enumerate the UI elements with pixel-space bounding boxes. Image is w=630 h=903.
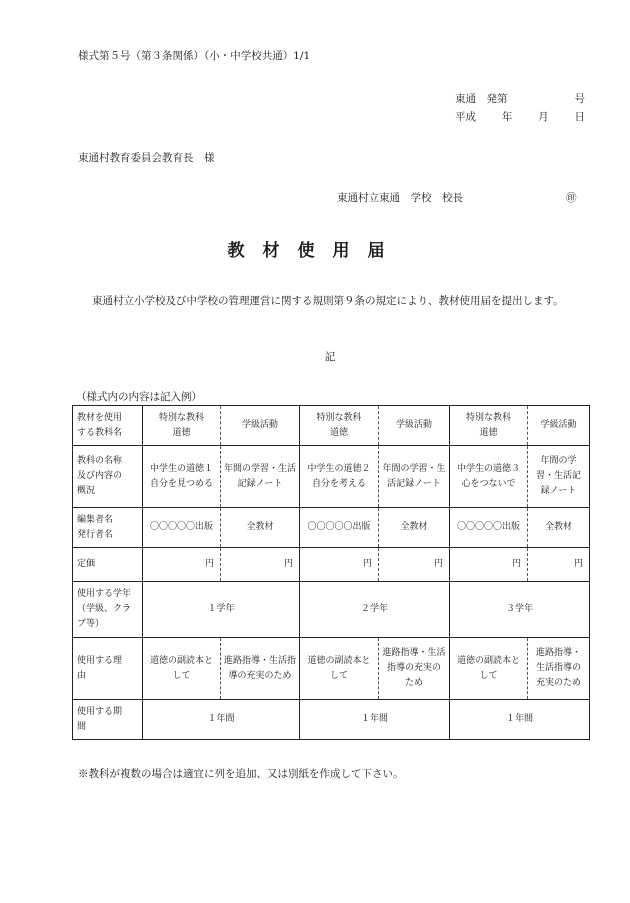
price-cell: 円 [221, 548, 300, 582]
label-price: 定価 [73, 548, 143, 582]
label-grade: 使用する学年 （学級、クラ ブ等） [73, 582, 143, 638]
row-editor [73, 508, 590, 548]
date-line [455, 109, 585, 124]
reason-cell: 道徳の副読本と して [143, 638, 221, 700]
subject-cell: 学級活動 [379, 406, 450, 446]
grade-cell: ３学年 [450, 582, 590, 638]
material-usage-table [72, 405, 590, 740]
label-subject: 教材を使用 する教科名 [73, 406, 143, 446]
row-price [73, 548, 590, 582]
row-period [73, 700, 590, 740]
subject-cell: 特別な教科 道徳 [450, 406, 528, 446]
material-cell: 中学生の道徳３ 心をつないで [450, 446, 528, 508]
date-year: 年 [501, 111, 513, 123]
price-cell: 円 [143, 548, 221, 582]
row-grade [73, 582, 590, 638]
seal-mark: ㊞ [566, 192, 577, 204]
subject-cell: 学級活動 [221, 406, 300, 446]
material-cell: 年間の学 習・生活記 録ノート [528, 446, 590, 508]
grade-cell: ２学年 [300, 582, 450, 638]
form-number: 様式第５号（第３条関係）（小・中学校共通）1/1 [78, 50, 311, 62]
label-material: 教科の名称 及び内容の 概況 [73, 446, 143, 508]
period-cell: １年間 [143, 700, 300, 740]
price-cell: 円 [450, 548, 528, 582]
sender: 東通村立東通 学校 校長 [337, 192, 463, 204]
subject-cell: 特別な教科 道徳 [143, 406, 221, 446]
period-cell: １年間 [450, 700, 590, 740]
price-cell: 円 [379, 548, 450, 582]
date-day: 日 [574, 111, 585, 123]
ki-mark: 記 [324, 351, 336, 363]
document-title: 教材使用届 [227, 241, 403, 261]
subject-cell: 学級活動 [528, 406, 590, 446]
row-subject [73, 406, 590, 446]
date-month: 月 [538, 111, 549, 123]
period-cell: １年間 [300, 700, 450, 740]
material-cell: 年間の学習・生 活記録ノート [379, 446, 450, 508]
editor-cell: 全教材 [379, 508, 450, 548]
editor-cell: 〇〇〇〇〇出版 [450, 508, 528, 548]
material-cell: 年間の学習・生活 記録ノート [221, 446, 300, 508]
reason-cell: 道徳の副読本と して [300, 638, 379, 700]
footer-note: ※教科が複数の場合は適宜に列を追加、又は別紙を作成して下さい。 [78, 768, 404, 780]
editor-cell: 全教材 [221, 508, 300, 548]
material-cell: 中学生の道徳１ 自分を見つめる [143, 446, 221, 508]
reason-cell: 道徳の副読本と して [450, 638, 528, 700]
table-note: （様式内の内容は記入例） [76, 391, 202, 403]
document-number-line [455, 91, 585, 106]
label-editor: 編集者名 発行者名 [73, 508, 143, 548]
subject-cell: 特別な教科 道徳 [300, 406, 379, 446]
addressee: 東通村教育委員会教育長 様 [78, 152, 215, 164]
reason-cell: 進路指導・生活 指導の充実の ため [379, 638, 450, 700]
label-reason: 使用する理 由 [73, 638, 143, 700]
price-cell: 円 [300, 548, 379, 582]
reason-cell: 進路指導・ 生活指導の 充実のため [528, 638, 590, 700]
editor-cell: 〇〇〇〇〇出版 [300, 508, 379, 548]
material-cell: 中学生の道徳２ 自分を考える [300, 446, 379, 508]
date-era: 平成 [455, 111, 476, 123]
price-cell: 円 [528, 548, 590, 582]
doc-number-prefix: 東通 発第 [455, 93, 508, 105]
body-paragraph: 東通村立小学校及び中学校の管理運営に関する規則第９条の規定により、教材使用届を提出します。 [92, 295, 564, 307]
editor-cell: 〇〇〇〇〇出版 [143, 508, 221, 548]
row-material [73, 446, 590, 508]
reason-cell: 進路指導・生活指 導の充実のため [221, 638, 300, 700]
label-period: 使用する期 間 [73, 700, 143, 740]
grade-cell: １学年 [143, 582, 300, 638]
doc-number-suffix: 号 [574, 93, 585, 105]
editor-cell: 全教材 [528, 508, 590, 548]
row-reason [73, 638, 590, 700]
